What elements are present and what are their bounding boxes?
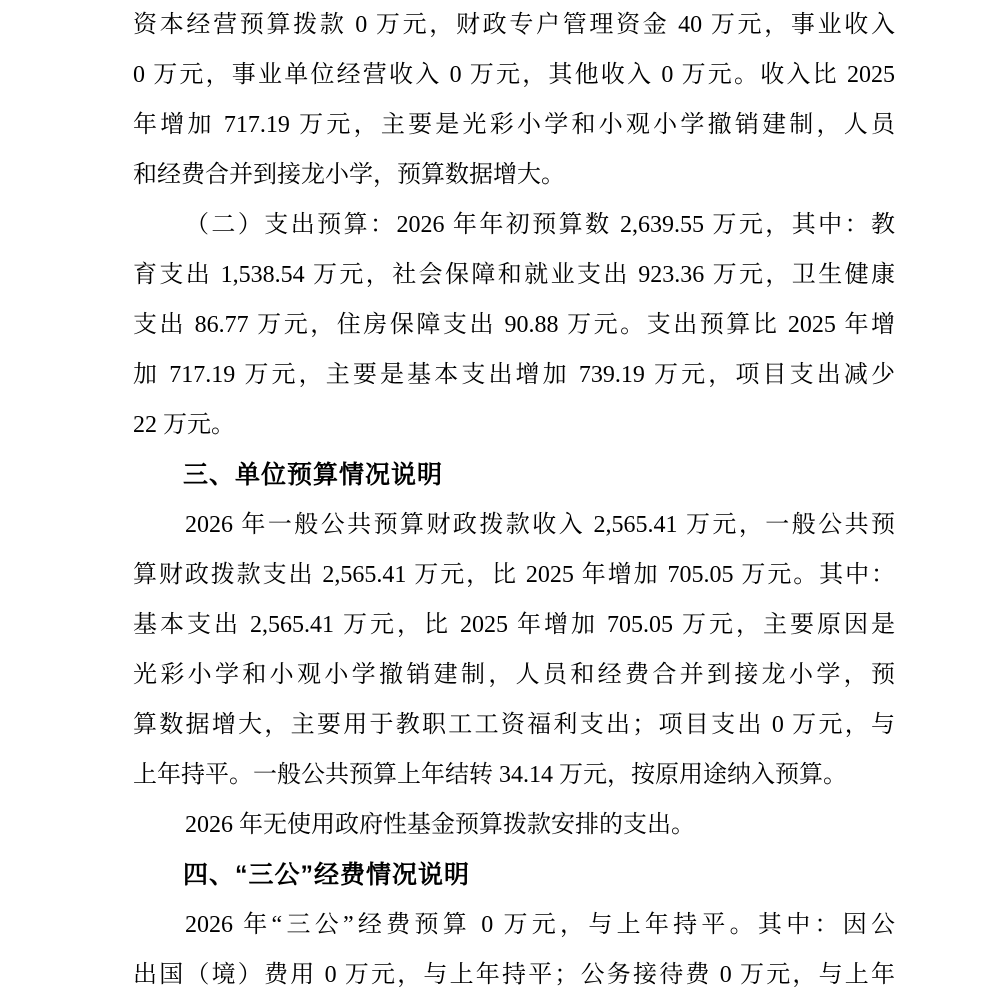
section-heading: 三、单位预算情况说明 bbox=[183, 461, 444, 489]
text-line: 加 717.19 万元，主要是基本支出增加 739.19 万元，项目支出减少 bbox=[133, 362, 895, 388]
text-line: 出国（境）费用 0 万元，与上年持平；公务接待费 0 万元，与上年 bbox=[133, 962, 895, 988]
text-line: 2026 年无使用政府性基金预算拨款安排的支出。 bbox=[185, 812, 695, 838]
text-line: 年增加 717.19 万元，主要是光彩小学和小观小学撤销建制，人员 bbox=[133, 112, 895, 138]
text-line: 算财政拨款支出 2,565.41 万元，比 2025 年增加 705.05 万元。其中： bbox=[133, 562, 895, 588]
text-line: 2026 年一般公共预算财政拨款收入 2,565.41 万元，一般公共预 bbox=[185, 512, 895, 538]
text-line: 光彩小学和小观小学撤销建制，人员和经费合并到接龙小学，预 bbox=[133, 662, 895, 688]
text-line: 和经费合并到接龙小学，预算数据增大。 bbox=[133, 162, 565, 188]
text-line: 0 万元，事业单位经营收入 0 万元，其他收入 0 万元。收入比 2025 bbox=[133, 62, 895, 88]
text-line: 上年持平。一般公共预算上年结转 34.14 万元，按原用途纳入预算。 bbox=[133, 762, 847, 788]
page-content bbox=[133, 0, 895, 993]
text-line: 支出 86.77 万元，住房保障支出 90.88 万元。支出预算比 2025 年增 bbox=[133, 312, 895, 338]
text-line: 基本支出 2,565.41 万元，比 2025 年增加 705.05 万元，主要原因是 bbox=[133, 612, 895, 638]
text-line: 资本经营预算拨款 0 万元，财政专户管理资金 40 万元，事业收入 bbox=[133, 12, 895, 38]
text-line: 22 万元。 bbox=[133, 412, 235, 438]
text-line: 2026 年“三公”经费预算 0 万元，与上年持平。其中：因公 bbox=[185, 912, 895, 938]
text-line: （二）支出预算：2026 年年初预算数 2,639.55 万元，其中：教 bbox=[185, 212, 895, 238]
text-line: 育支出 1,538.54 万元，社会保障和就业支出 923.36 万元，卫生健康 bbox=[133, 262, 895, 288]
section-heading: 四、“三公”经费情况说明 bbox=[183, 861, 471, 889]
text-line: 算数据增大，主要用于教职工工资福利支出；项目支出 0 万元，与 bbox=[133, 712, 895, 738]
